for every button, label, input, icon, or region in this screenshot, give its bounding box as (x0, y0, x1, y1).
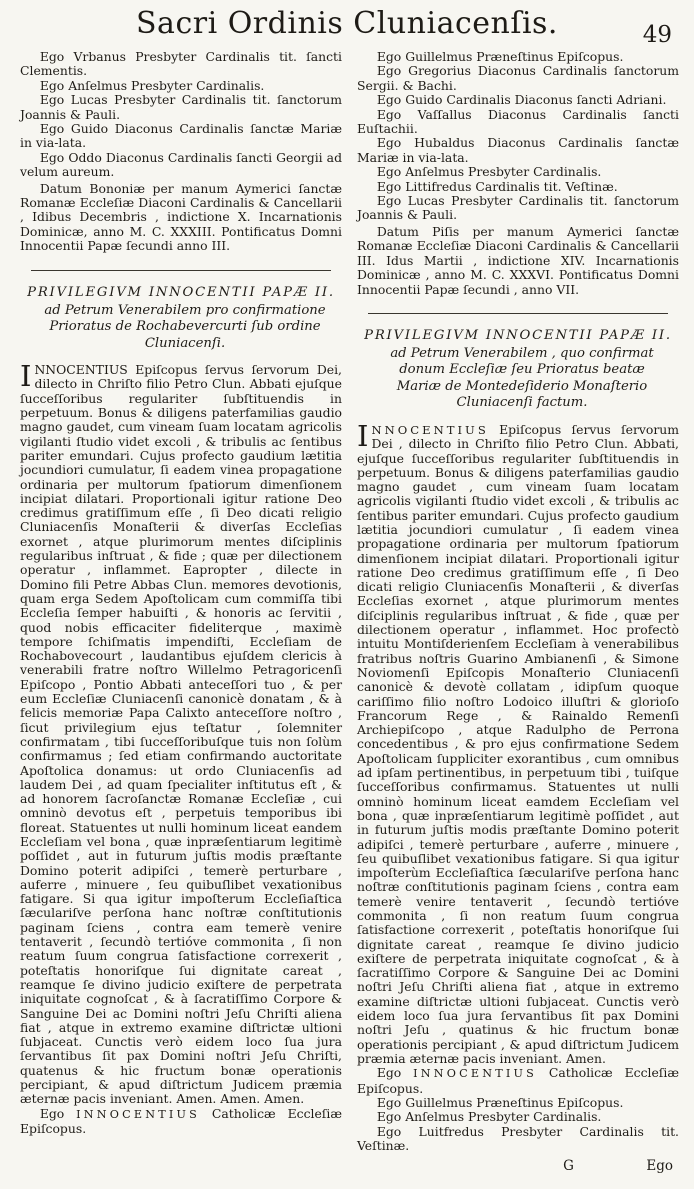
signature-line: Ego Guillelmus Præneſtinus Epiſcopus. (376, 49, 624, 64)
signature-line: Ego Oddo Diaconus Cardinalis ſancti Georgii ad velum aureum. (20, 149, 342, 180)
privilege-body-text (20, 359, 342, 1107)
signature-line: Ego Vrbanus Presbyter Cardinalis tit. ſancti Clementis. (20, 49, 342, 79)
signature-line: Ego Luitfredus Presbyter Cardinalis tit. Veſtinæ. (357, 1123, 679, 1154)
drop-cap-initial: I (357, 418, 369, 453)
right-column (357, 50, 679, 1174)
signature-line: Ego Vaſſallus Diaconus Cardinalis ſancti Euſtachii. (357, 106, 679, 137)
signature-line: Ego Littifredus Cardinalis tit. Veſtinæ. (376, 178, 618, 194)
signature-line: Ego Anſelmus Presbyter Cardinalis. (39, 77, 265, 93)
datum-paragraph: Datum Bononiæ per manum Aymerici ſanctæ Romanæ Eccleſiæ Diaconi Cardinalis & Cancellarii , Idibus Decembris , indictione X. Incarnationis Dominicæ, anno M. C. XXXIII. Pontificatus Domni Innocentii Papæ ſecundi anno III. (20, 180, 342, 254)
signature-line: Ego Anſelmus Presbyter Cardinalis. (376, 164, 602, 180)
ego-prefix: Ego (376, 1065, 402, 1081)
drop-cap-initial: I (20, 359, 32, 394)
running-head-title: Sacri Ordinis Cluniacenſis. (136, 6, 558, 41)
two-column-text-block (20, 50, 679, 1174)
signature-line: Ego Guido Cardinalis Diaconus ſancti Adriani. (376, 92, 667, 108)
left-column (20, 50, 342, 1174)
signature-line: Ego Anſelmus Presbyter Cardinalis. (376, 1109, 602, 1125)
signature-line: Ego Guillelmus Præneſtinus Epiſcopus. (376, 1095, 624, 1111)
page-footer (357, 1158, 679, 1174)
privilege-subheading: ad Petrum Venerabilem , quo confirmat donum Eccleſiæ ſeu Prioratus beatæ Mariæ de Montedeſiderio Monaſterio Cluniacenſi factum. (390, 345, 654, 411)
gathering-signature-mark: G (563, 1157, 574, 1174)
pope-name: INNOCENTIUS (413, 1067, 538, 1081)
page-number: 49 (642, 22, 672, 48)
privilege-heading: PRIVILEGIVM INNOCENTII PAPÆ II. (364, 327, 672, 343)
privilege-body-text (357, 418, 679, 1066)
ego-rest: Catholicæ Eccleſiæ Epiſcopus. (20, 1105, 342, 1137)
section-divider-rule (368, 313, 667, 314)
signature-line: Ego Gregorius Diaconus Cardinalis ſanctorum Sergii. & Bachi. (357, 63, 679, 93)
signature-line: Ego Lucas Presbyter Cardinalis tit. ſanctorum Joannis & Pauli. (357, 193, 679, 223)
body-text-run: Epiſcopus ſervus ſervorum Dei , dilecto in Chriſto filio Petro Clun. Abbati, ejuſque ſucceſſoribus regulariter ſubſtituendis in perpetuum. Bonus & diligens paterfamilias gaudio magno gaudet , cum vineam ſuam locatam agricolis vigilanti ſtudio videt excoli , & tribulis ac ſentibus pariter emundari. Cujus profecto gaudium lætitia jocundiori cumulatur , ſi eadem vinea propagatione ordinaria per multorum ſpatiorum dimenſionem incipiat dilatari. Proportionali igitur ratione Deo credimus gratiſſimum eſſe , ſi Deo dicati religio Cluniacenſis Monaſterii , & diverſas Eccleſias exornet , atque plurimorum mentes diſciplinis regularibus inſtruat , & fide , quæ per dilectionem operatur , inflammet. Hoc profectò intuitu Montiſderienſem Eccleſiam à venerabilibus fratribus noſtris Guarino Ambianenſi , & Simone Noviomenſi Epiſcopis Monaſterio Cluniacenſi canonicè & devotè collatam , idipſum quoque cariſſimo filio noſtro Lodoico illuſtri & glorioſo Francorum Rege , & Rainaldo Remenſi Archiepiſcopo , atque Radulpho de Perrona concedentibus , & pro ejus confirmatione Sedem Apoſtolicam ſuppliciter exorantibus , cum omnibus ad ipſam pertinentibus, in perpetuum tibi , tuiſque ſucceſſoribus confirmamus. Statuentes ut nulli omninò hominum liceat eamdem Eccleſiam vel bona , quæ inpræſentiarum legitimè poſſidet , aut in futurum juſtis modis præſtante Domino poterit adipiſci , temerè perturbare , auferre , minuere , ſeu quibuſlibet vexationibus fatigare. Si qua igitur impoſterùm Eccleſiaſtica ſæculariſve perſona hanc noſtræ conſtitutionis paginam ſciens , contra eam temerè venire tentaverit , ſecundò tertióve commonita , ſi non reatum ſuum congrua ſatisfactione correxerit , poteſtatis honoriſque ſui dignitate careat , reamque ſe divino judicio exiſtere de perpetrata iniquitate cognoſcat , & à ſacratiſſimo Corpore & Sanguine Dei ac Domini noſtri Jeſu Chriſti aliena fiat , atque in extremo examine diſtrictæ ultioni ſubjaceat. Cunctis verò eidem loco ſua jura ſervantibus ſit pax Domini noſtri Jeſu , quatinus & hic fructum bonæ operationis percipiant , & apud diſtrictum Judicem præmia æternæ pacis inveniant. Amen. (357, 421, 679, 1066)
privilege-subheading: ad Petrum Venerabilem pro confirmatione Prioratus de Rochabevercurti ſub ordine Cluniacenſi. (44, 302, 326, 351)
privilege-heading: PRIVILEGIVM INNOCENTII PAPÆ II. (27, 284, 335, 300)
ego-prefix: Ego (39, 1105, 65, 1121)
datum-paragraph: Datum Piſis per manum Aymerici ſanctæ Romanæ Eccleſiæ Diaconi Cardinalis & Cancellarii III. Idus Martii , indictione XIV. Incarnationis Dominicæ , anno M. C. XXXVI. Pontificatus Domni Innocentii Papæ ſecundi , anno VII. (357, 223, 679, 297)
pope-name: INNOCENTIUS (76, 1107, 201, 1121)
papal-subscription-line (20, 1107, 342, 1137)
body-text-run: Epiſcopus ſervus ſervorum Dei, dilecto in Chriſto filio Petro Clun. Abbati ejuſque ſucceſſoribus regulariter ſubſtituendis in perpetuum. Bonus & diligens paterfamilias gaudio magno gaudet, cum vineam ſuam locatam agricolis vigilanti ſtudio videt excoli , & tribulis ac ſentibus pariter emundari. Cujus profecto gaudium lætitia jocundiori cumulatur, ſi eadem vinea propagatione ordinaria per multorum ſpatiorum dimenſionem incipiat dilatari. Proportionali igitur ratione Deo credimus gratiſſimum eſſe , ſi Deo dicati religio Cluniacenſis Monaſterii & diverſas Eccleſias exornet , atque plurimorum mentes diſciplinis regularibus inſtruat , & fide ; quæ per dilectionem operatur , inflammet. Eapropter , dilecte in Domino fili Petre Abbas Clun. memores devotionis, quam erga Sedem Apoſtolicam cum commiſſa tibi Eccleſia ſemper habuiſti , & honoris ac ſervitii , quod nobis efficaciter fideliterque , maximè tempore ſchiſmatis impendiſti, Eccleſiam de Rochabovecourt , laudantibus ejuſdem clericis à venerabili fratre noſtro Willelmo Petragoricenſi Epiſcopo , Pontio Abbati anteceſſori tuo , & per eum Eccleſiæ Cluniacenſi canonicè donatam , & à felicis memoriæ Papa Calixto anteceſſore noſtro , ſicut privilegium ejus teſtatur , ſolemniter confirmatam , tibi ſucceſſoribuſque tuis non ſolùm confirmamus ; ſed etiam confirmando auctoritate Apoſtolica donamus: ut ordo Cluniacenſis ad laudem Dei , ad quam ſpecialiter inſtitutus eſt , & ad honorem ſacroſanctæ Romanæ Eccleſiæ , cui omninò devotus eſt , perpetuis temporibus ibi floreat. Statuentes ut nulli hominum liceat eandem Eccleſiam vel bona , quæ inpræſentiarum legitimè poſſidet , aut in futurum juſtis modis præſtante Domino poterit adipiſci , temerè perturbare , auferre , minuere , ſeu quibuſlibet vexationibus fatigare. Si qua igitur impoſterum Eccleſiaſtica ſæculariſve perſona hanc noſtræ conſtitutionis paginam ſciens , contra eam temerè venire tentaverit , ſecundò tertióve commonita , ſi non reatum ſuum congrua ſatisfactione correxerit , poteſtatis honoriſque ſui dignitate careat , reamque ſe divino judicio exiſtere de perpetrata iniquitate cognoſcat , & à ſacratiſſimo Corpore & Sanguine Dei ac Domini noſtri Jeſu Chriſti aliena fiat , atque in extremo examine diſtrictæ ultioni ſubjaceat. Cunctis verò eidem loco ſua jura ſervantibus ſit pax Domini noſtri Jeſu Chriſti, quatenus & hic fructum bonæ operationis percipiant, & apud diſtrictum Judicem præmia æternæ pacis inveniant. Amen. Amen. Amen. (20, 362, 342, 1107)
section-divider-rule (31, 270, 330, 271)
lead-word: NNOCENTIUS (371, 422, 489, 437)
signature-line: Ego Hubaldus Diaconus Cardinalis ſanctæ Mariæ in via-lata. (357, 135, 679, 165)
catchword: Ego (646, 1157, 673, 1174)
signature-line: Ego Lucas Presbyter Cardinalis tit. ſanctorum Joannis & Pauli. (20, 92, 342, 122)
papal-subscription-line (357, 1066, 679, 1096)
signature-line: Ego Guido Diaconus Cardinalis ſanctæ Mariæ in via-lata. (20, 121, 342, 151)
lead-word: NNOCENTIUS (34, 362, 128, 378)
ego-rest: Catholicæ Eccleſiæ Epiſcopus. (357, 1065, 679, 1096)
